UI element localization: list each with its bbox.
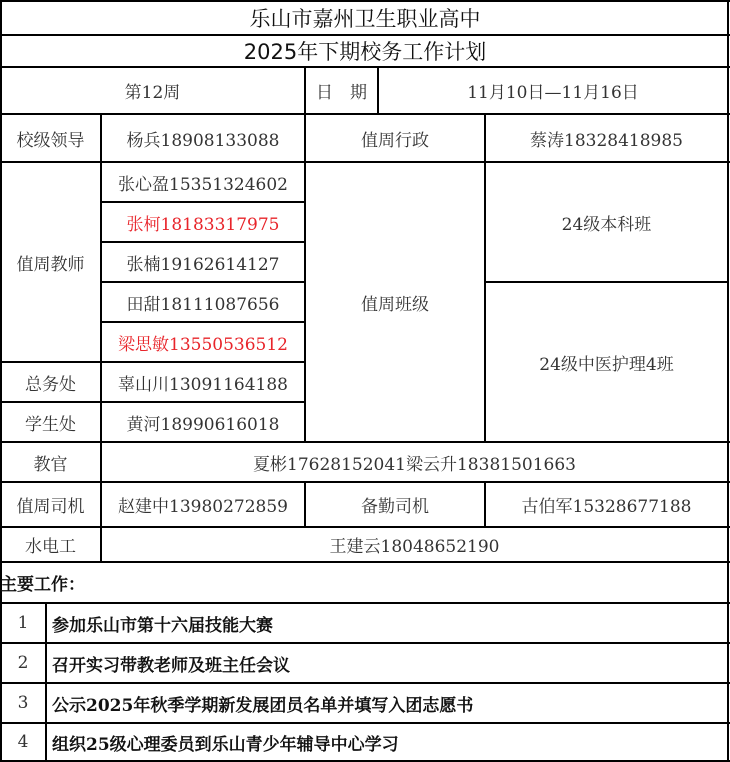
teacher-item: 张柯18183317975 xyxy=(126,214,280,235)
teacher-item: 张心盈15351324602 xyxy=(118,174,288,195)
backup-driver-label: 备勤司机 xyxy=(361,497,429,517)
backup-driver-value: 古伯军15328677188 xyxy=(521,497,692,517)
driver-label: 值周司机 xyxy=(16,497,85,517)
teacher-item: 张楠19162614127 xyxy=(126,254,280,275)
date-label: 日 期 xyxy=(316,83,367,103)
task-number: 2 xyxy=(17,653,29,673)
teachers-label: 值周教师 xyxy=(16,254,85,275)
task-item: 召开实习带教老师及班主任会议 xyxy=(52,655,290,676)
school-name: 乐山市嘉州卫生职业高中 xyxy=(249,6,481,31)
task-item: 公示2025年秋季学期新发展团员名单并填写入团志愿书 xyxy=(52,695,474,716)
teacher-item: 梁思敏13550536512 xyxy=(118,334,288,355)
general-affairs-label: 总务处 xyxy=(25,374,76,395)
duty-admin-label: 值周行政 xyxy=(361,130,429,151)
task-item: 组织25级心理委员到乐山青少年辅导中心学习 xyxy=(52,734,399,755)
instructor-label: 教官 xyxy=(33,454,68,475)
student-affairs-value: 黄河18990616018 xyxy=(126,414,280,435)
task-number: 3 xyxy=(17,693,29,713)
task-number: 4 xyxy=(17,732,29,752)
instructor-value: 夏彬17628152041梁云升18381501663 xyxy=(253,454,576,475)
main-work-label: 主要工作： xyxy=(0,575,85,595)
duty-class-label: 值周班级 xyxy=(361,294,429,315)
teacher-item: 田甜18111087656 xyxy=(126,294,280,315)
electrician-label: 水电工 xyxy=(25,537,76,557)
leader-value: 杨兵18908133088 xyxy=(126,130,280,151)
duty-class-item: 24级本科班 xyxy=(561,214,652,235)
task-item: 参加乐山市第十六届技能大赛 xyxy=(52,615,273,636)
task-number: 1 xyxy=(17,613,29,633)
electrician-value: 王建云18048652190 xyxy=(329,537,500,557)
date-range: 11月10日—11月16日 xyxy=(467,83,639,103)
week-number: 第12周 xyxy=(124,83,181,103)
duty-admin-value: 蔡涛18328418985 xyxy=(530,130,683,151)
driver-value: 赵建中13980272859 xyxy=(118,497,288,517)
student-affairs-label: 学生处 xyxy=(25,414,76,435)
duty-class-item: 24级中医护理4班 xyxy=(539,354,674,375)
leader-label: 校级领导 xyxy=(16,130,85,151)
plan-title: 2025年下期校务工作计划 xyxy=(243,40,487,64)
general-affairs-value: 辜山川13091164188 xyxy=(118,374,288,395)
